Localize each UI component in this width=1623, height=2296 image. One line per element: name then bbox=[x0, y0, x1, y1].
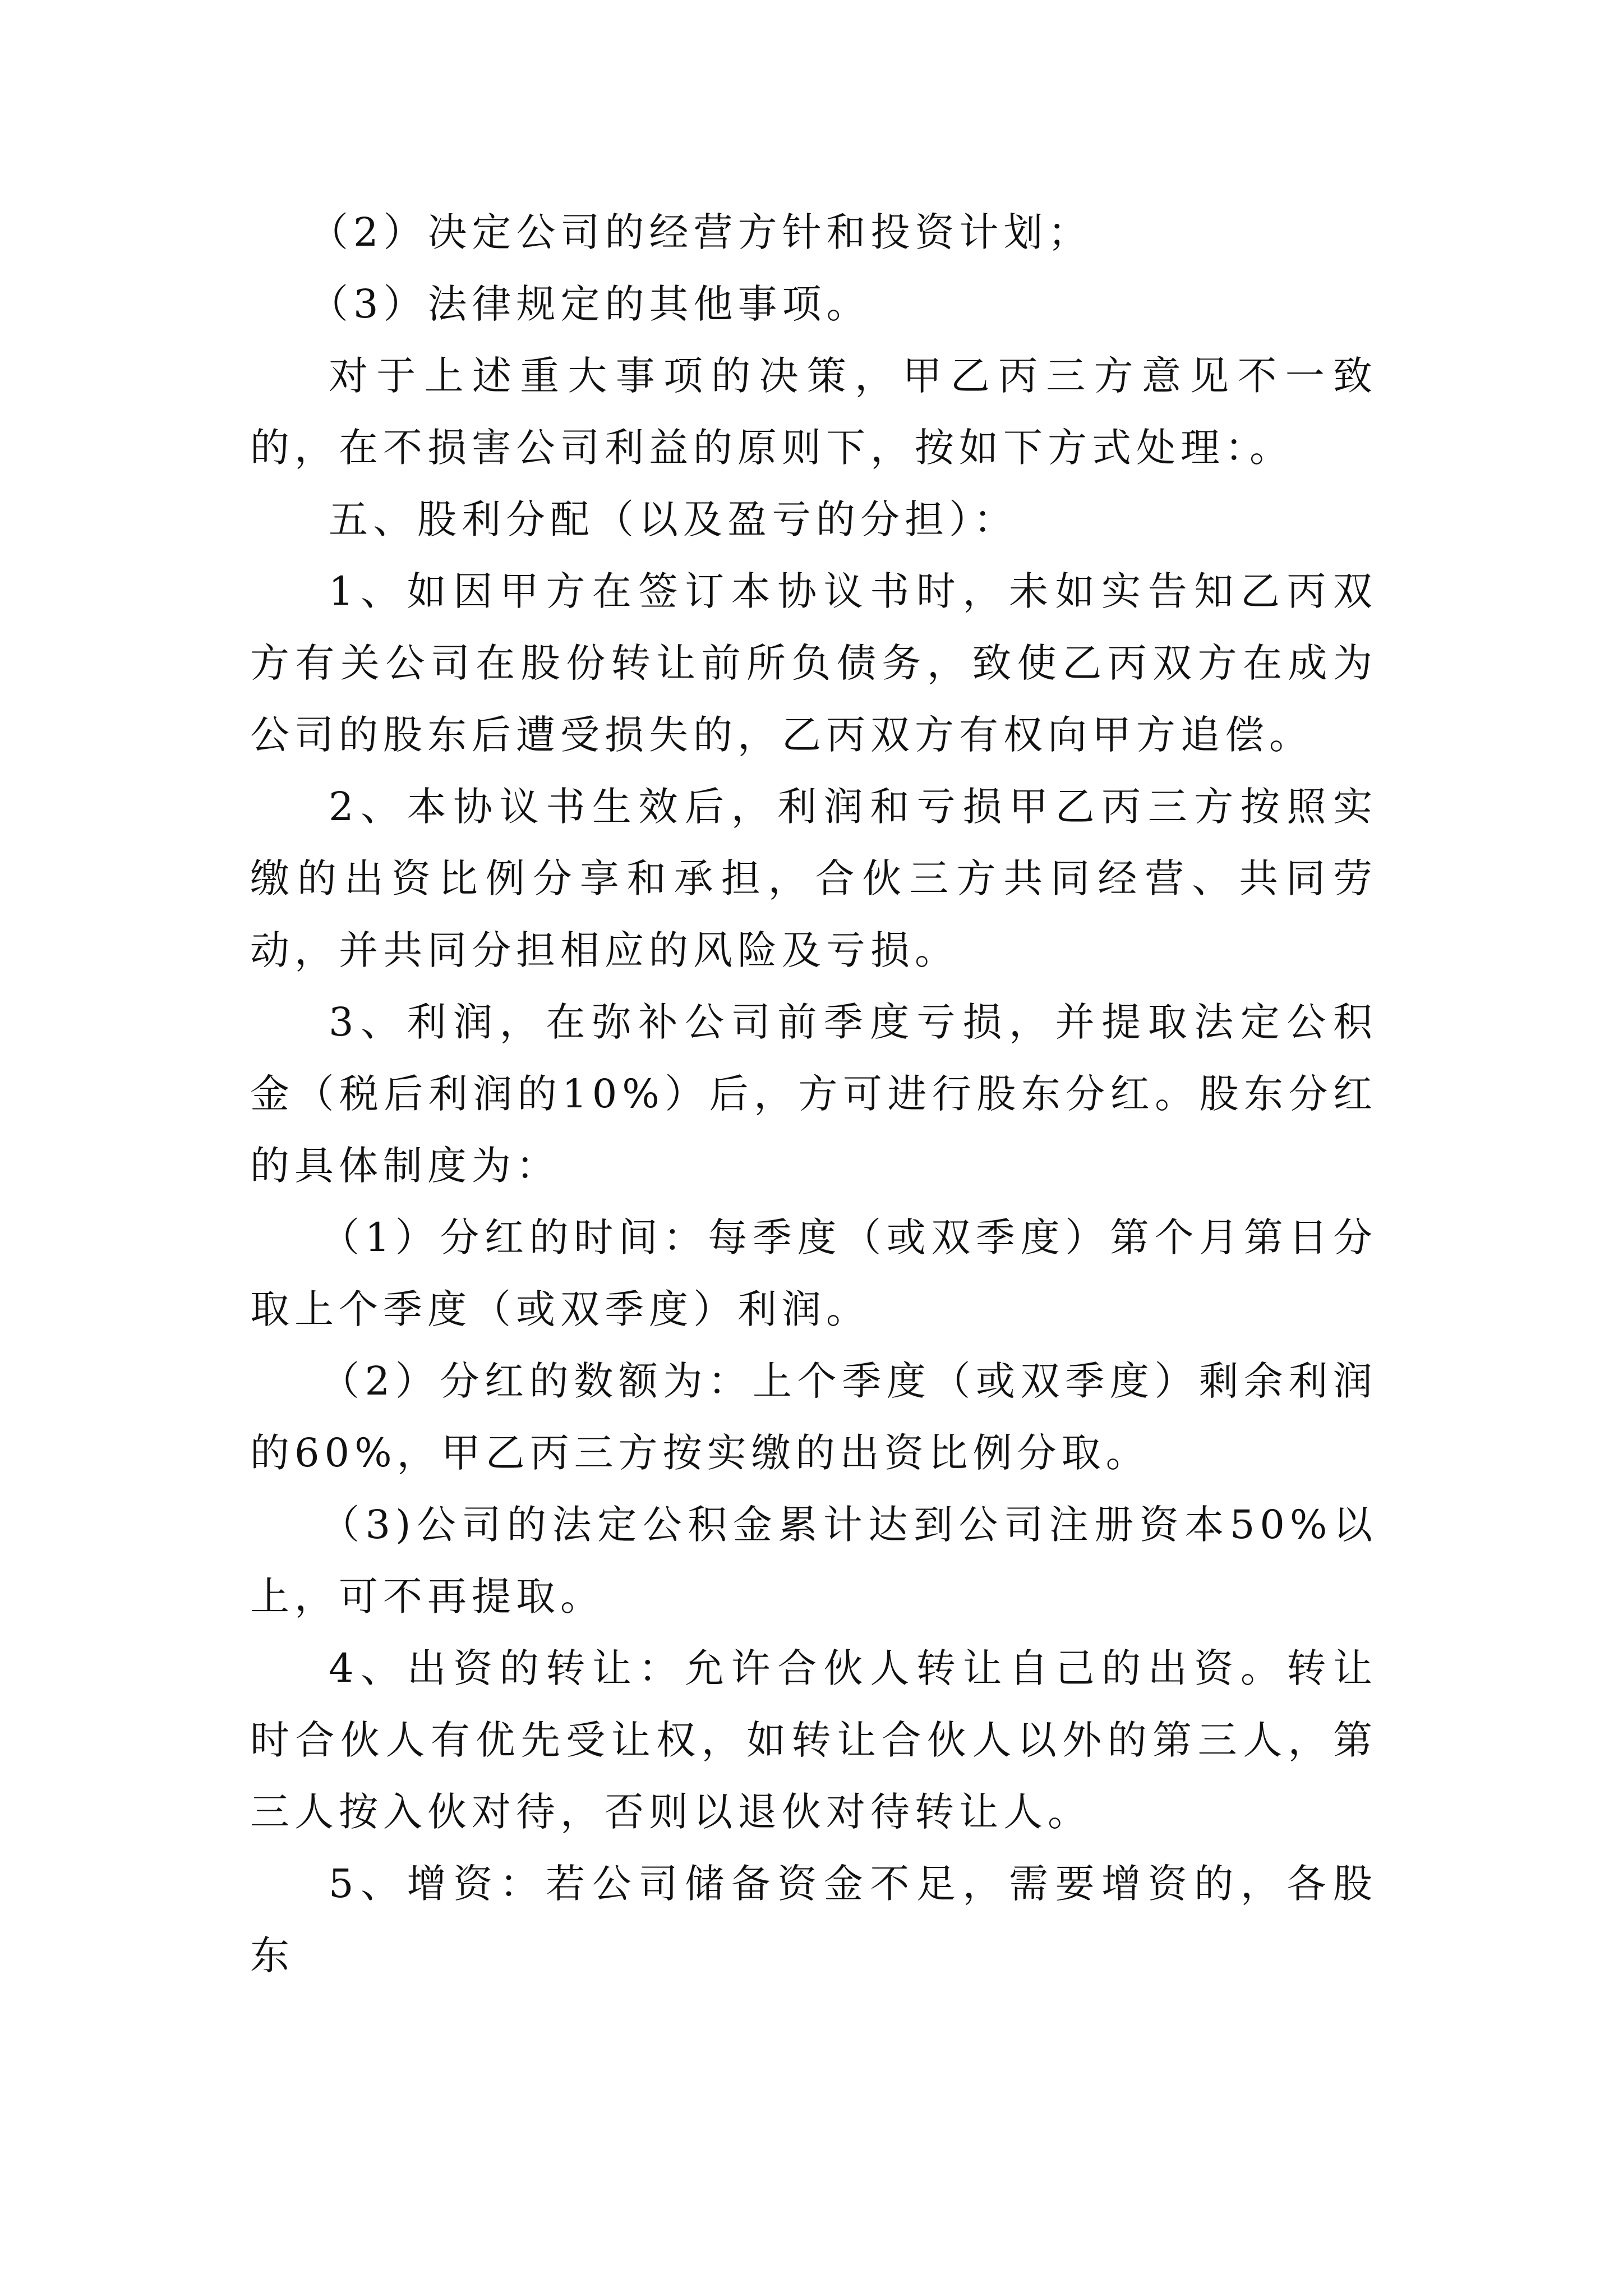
paragraph-item-3: 3、利润，在弥补公司前季度亏损，并提取法定公积金（税后利润的10%）后，方可进行股东分红。股东分红的具体制度为： bbox=[250, 999, 1377, 1189]
paragraph-clause-2: （2）决定公司的经营方针和投资计划； bbox=[309, 209, 1092, 255]
section-heading-dividends: 五、股利分配（以及盈亏的分担）： bbox=[329, 496, 1018, 542]
paragraph-sub-2: （2）分红的数额为：上个季度（或双季度）剩余利润的60%，甲乙丙三方按实缴的出资比例分取。 bbox=[250, 1358, 1377, 1476]
paragraph-item-1: 1、如因甲方在签订本协议书时，未如实告知乙丙双方有关公司在股份转让前所负债务，致使乙丙双方在成为公司的股东后遭受损失的，乙丙双方有权向甲方追偿。 bbox=[250, 568, 1377, 758]
document-body bbox=[250, 196, 1377, 1991]
paragraph-item-4: 4、出资的转让：允许合伙人转让自己的出资。转让时合伙人有优先受让权，如转让合伙人以外的第三人，第三人按入伙对待，否则以退伙对待转让人。 bbox=[250, 1645, 1377, 1835]
paragraph-clause-3: （3）法律规定的其他事项。 bbox=[309, 281, 871, 327]
paragraph-decision-rule: 对于上述重大事项的决策，甲乙丙三方意见不一致的，在不损害公司利益的原则下，按如下方式处理：。 bbox=[250, 353, 1377, 471]
paragraph-item-2: 2、本协议书生效后，利润和亏损甲乙丙三方按照实缴的出资比例分享和承担，合伙三方共同经营、共同劳动，并共同分担相应的风险及亏损。 bbox=[250, 784, 1377, 973]
paragraph-item-5: 5、增资：若公司储备资金不足，需要增资的，各股东 bbox=[250, 1861, 1377, 1978]
paragraph-sub-3: （3)公司的法定公积金累计达到公司注册资本50%以上，可不再提取。 bbox=[250, 1502, 1377, 1619]
paragraph-sub-1: （1）分红的时间：每季度（或双季度）第个月第日分取上个季度（或双季度）利润。 bbox=[250, 1214, 1377, 1332]
